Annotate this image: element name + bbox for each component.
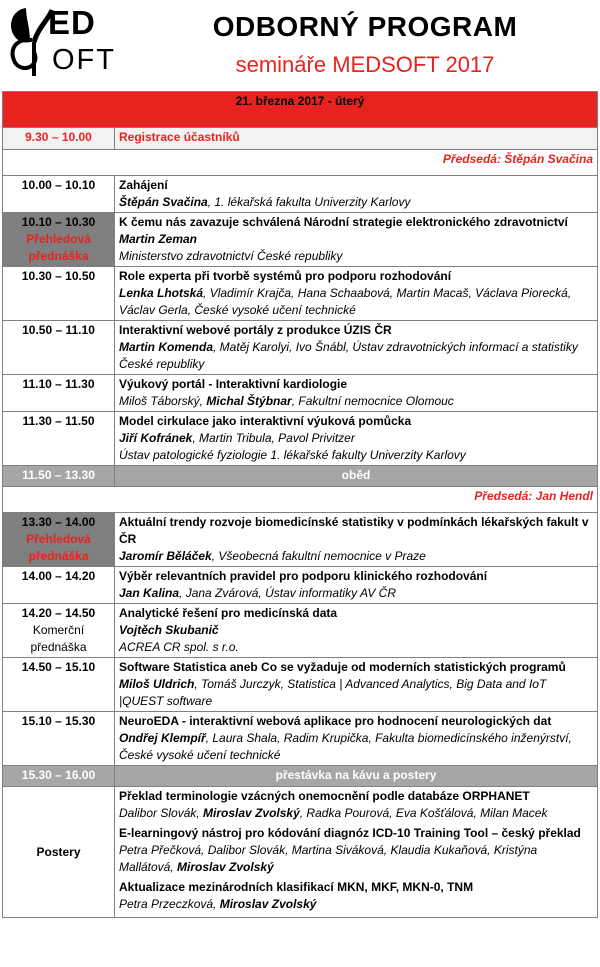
- speaker-main: Ondřej Klempíř: [119, 731, 206, 745]
- registration-time: 9.30 – 10.00: [3, 128, 115, 150]
- coffee-break-time: 15.30 – 16.00: [3, 766, 115, 787]
- speaker-rest: , Laura Shala, Radim Krupička, Fakulta biomedicínského inženýrství, České vysoké učení technické: [119, 731, 572, 762]
- program-table: [2, 91, 598, 918]
- speaker-affiliation: ACREA CR spol. s r.o.: [119, 640, 239, 654]
- session-title: Aktuální trendy rozvoje biomedicínské statistiky v podmínkách lékařských fakult v ČR: [119, 515, 589, 546]
- poster-authors: Petra Przeczková,: [119, 897, 220, 911]
- speaker-rest: , Fakultní nemocnice Olomouc: [291, 394, 454, 408]
- session-time: 10.50 – 11.10: [22, 323, 95, 337]
- session-row: [3, 176, 598, 213]
- chair-1: Předsedá: Štěpán Svačina: [3, 150, 598, 176]
- poster-authors: Petra Přečková, Dalibor Slovák, Martina Siváková, Klaudia Kukaňová, Kristýna Mallátová,: [119, 843, 538, 874]
- posters-row: [3, 787, 598, 918]
- session-row: [3, 412, 598, 466]
- session-time: 11.10 – 11.30: [22, 377, 95, 391]
- speaker-main: Jaromír Běláček: [119, 549, 212, 563]
- session-type: Přehledová přednáška: [26, 532, 91, 563]
- session-title: Model cirkulace jako interaktivní výuková pomůcka: [119, 414, 412, 428]
- session-time: 15.10 – 15.30: [21, 714, 96, 728]
- speaker-rest: , Matěj Karolyi, Ivo Šnábl, Ústav zdravotnických informací a statistiky České republiky: [119, 340, 578, 371]
- day-heading: 21. března 2017 - úterý: [3, 92, 598, 128]
- speaker-main: Martin Zeman: [119, 232, 198, 246]
- chair-row-2: [3, 487, 598, 513]
- speaker-rest: , Tomáš Jurczyk, Statistica | Advanced Analytics, Big Data and IoT |QUEST software: [119, 677, 547, 708]
- session-row: [3, 213, 598, 267]
- poster-item: [119, 825, 593, 876]
- speaker-rest: , Martin Tribula, Pavol Privitzer: [192, 431, 355, 445]
- poster-main-author: Miroslav Zvolský: [219, 897, 317, 911]
- poster-authors-rest: , Radka Pourová, Eva Košťálová, Milan Macek: [299, 806, 548, 820]
- lunch-break-row: [3, 466, 598, 487]
- session-time: 14.50 – 15.10: [21, 660, 96, 674]
- speaker-rest: , Všeobecná fakultní nemocnice v Praze: [211, 549, 426, 563]
- speaker-pre: Miloš Táborský,: [119, 394, 207, 408]
- speaker-main: Jiří Kofránek: [119, 431, 193, 445]
- speaker-main: Vojtěch Skubanič: [119, 623, 219, 637]
- session-title: NeuroEDA - interaktivní webová aplikace pro hodnocení neurologických dat: [119, 714, 552, 728]
- poster-title: E-learningový nástroj pro kódování diagnóz ICD-10 Training Tool – český překlad: [119, 826, 581, 840]
- chair-row-1: [3, 150, 598, 176]
- session-row: [3, 321, 598, 375]
- poster-main-author: Miroslav Zvolský: [203, 806, 300, 820]
- session-row: [3, 658, 598, 712]
- session-time: 13.30 – 14.00: [21, 515, 96, 529]
- lunch-break-time: 11.50 – 13.30: [3, 466, 115, 487]
- session-row: [3, 712, 598, 766]
- session-title: Zahájení: [119, 178, 168, 192]
- poster-item: [119, 879, 593, 913]
- logo-text-oft: OFT: [52, 44, 116, 76]
- session-title: Výukový portál - Interaktivní kardiologie: [119, 377, 348, 391]
- session-title: K čemu nás zavazuje schválená Národní strategie elektronického zdravotnictví: [119, 215, 568, 229]
- speaker-affiliation: Ústav patologické fyziologie 1. lékařské fakulty Univerzity Karlovy: [119, 448, 466, 462]
- session-row: [3, 375, 598, 412]
- speaker-main: Jan Kalina: [119, 586, 180, 600]
- session-title: Interaktivní webové portály z produkce ÚZIS ČR: [119, 323, 392, 337]
- poster-main-author: Miroslav Zvolský: [177, 860, 274, 874]
- speaker-main: Lenka Lhotská: [119, 286, 204, 300]
- session-row: [3, 267, 598, 321]
- session-row: [3, 567, 598, 604]
- chair-2: Předsedá: Jan Hendl: [3, 487, 598, 513]
- speaker-affiliation: Ministerstvo zdravotnictví České republiky: [119, 249, 343, 263]
- session-title: Role experta při tvorbě systémů pro podporu rozhodování: [119, 269, 452, 283]
- poster-title: Překlad terminologie vzácných onemocnění podle databáze ORPHANET: [119, 789, 530, 803]
- speaker-rest: , 1. lékařská fakulta Univerzity Karlovy: [207, 195, 411, 209]
- session-time: 14.00 – 14.20: [21, 569, 96, 583]
- page-header: [0, 0, 600, 90]
- page-subtitle: semináře MEDSOFT 2017: [235, 52, 495, 77]
- posters-label: Postery: [3, 787, 115, 918]
- session-time: 11.30 – 11.50: [22, 414, 95, 428]
- coffee-break-row: [3, 766, 598, 787]
- session-time: 10.00 – 10.10: [21, 178, 96, 192]
- session-title: Výběr relevantních pravidel pro podporu klinického rozhodování: [119, 569, 488, 583]
- page-title: ODBORNÝ PROGRAM: [212, 11, 518, 42]
- session-type: Přehledová přednáška: [26, 232, 91, 263]
- logo-text-ed: ED: [48, 4, 96, 41]
- session-time: 14.20 – 14.50: [21, 606, 96, 620]
- speaker-main: Michal Štýbnar: [206, 394, 292, 408]
- registration-label: Registrace účastníků: [115, 128, 598, 150]
- poster-title: Aktualizace mezinárodních klasifikací MKN, MKF, MKN-0, TNM: [119, 880, 474, 894]
- session-row: [3, 513, 598, 567]
- session-time: 10.30 – 10.50: [21, 269, 96, 283]
- session-title: Analytické řešení pro medicínská data: [119, 606, 338, 620]
- speaker-main: Miloš Uldrich: [119, 677, 195, 691]
- coffee-break-label: přestávka na kávu a postery: [115, 766, 598, 787]
- session-time: 10.10 – 10.30: [21, 215, 96, 229]
- session-type: Komerční přednáška: [30, 623, 87, 654]
- speaker-rest: , Vladimír Krajča, Hana Schaabová, Martin Macaš, Václava Piorecká, Václav Gerla, České vysoké učení technické: [119, 286, 572, 317]
- medsoft-logo: [4, 4, 114, 80]
- speaker-rest: , Jana Zvárová, Ústav informatiky AV ČR: [179, 586, 396, 600]
- poster-item: [119, 788, 593, 822]
- speaker-main: Martin Komenda: [119, 340, 214, 354]
- registration-row: [3, 128, 598, 150]
- day-row: [3, 92, 598, 128]
- poster-authors: Dalibor Slovák,: [119, 806, 204, 820]
- session-title: Software Statistica aneb Co se vyžaduje od moderních statistických programů: [119, 660, 566, 674]
- session-row: [3, 604, 598, 658]
- lunch-break-label: oběd: [115, 466, 598, 487]
- speaker-main: Štěpán Svačina: [119, 195, 208, 209]
